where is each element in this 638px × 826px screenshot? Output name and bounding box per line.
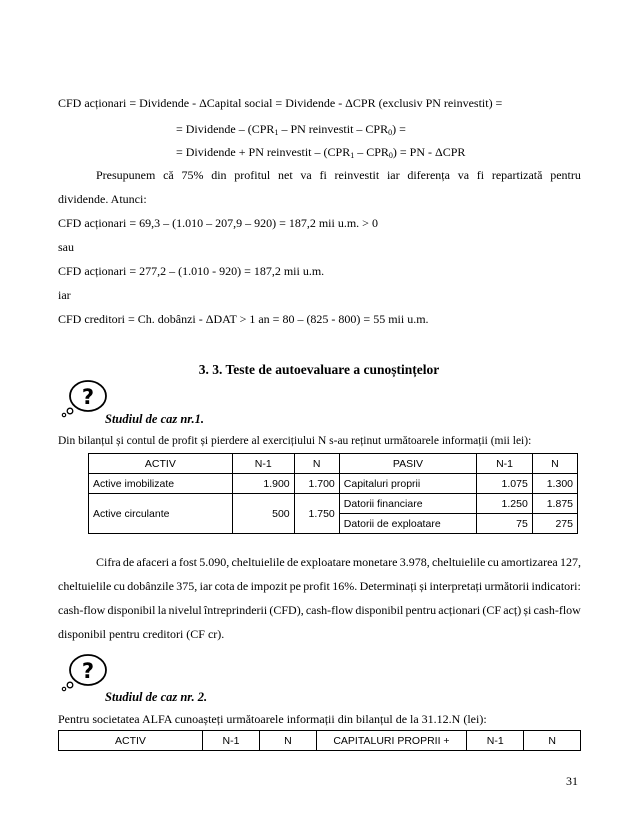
word: repartizată xyxy=(491,168,543,182)
word: va xyxy=(457,168,470,182)
word: cu xyxy=(113,579,125,593)
word: de xyxy=(122,555,135,569)
word: fi xyxy=(319,168,327,182)
word: 3.978, xyxy=(399,555,430,569)
word: va xyxy=(300,168,312,182)
word: cheltuielile xyxy=(431,555,486,569)
calc-line-4: iar xyxy=(58,288,71,302)
case-2-intro: Pentru societatea ALFA cunoașteți următoarele informații din bilanțul de la 31.12.N (lei): xyxy=(58,712,487,726)
col-header-n1: N-1 xyxy=(467,731,524,751)
word: dobânzile xyxy=(127,579,174,593)
col-header-n1: N-1 xyxy=(202,731,259,751)
word: cheltuielile xyxy=(58,579,112,593)
word: următorii xyxy=(484,579,530,593)
word: disponibil xyxy=(355,603,404,617)
word: exploatare xyxy=(300,555,351,569)
case-1-intro: Din bilanțul și contul de profit și pierdere al exercițiului N s-au reținut următoarele informații (mii lei): xyxy=(58,435,532,447)
col-header-n: N xyxy=(524,731,581,751)
word: acț) xyxy=(503,603,522,617)
table-cell: 75 xyxy=(477,514,533,534)
col-header-pasiv: PASIV xyxy=(339,454,476,474)
word: din xyxy=(211,168,227,182)
word: că xyxy=(163,168,174,182)
formula-line-3: = Dividende + PN reinvestit – $(CPR_1 - CPR_0)$ = PN - ΔCPR xyxy=(176,145,466,160)
table-cell: 1.700 xyxy=(294,474,339,494)
col-header-activ: ACTIV xyxy=(59,731,203,751)
word: amortizarea xyxy=(501,555,558,569)
case-1-text-line-1 xyxy=(96,555,581,570)
word: Presupunem xyxy=(96,168,156,182)
word: fi xyxy=(476,168,485,182)
paragraph-1-line-1 xyxy=(96,168,581,183)
case-1-text-line-3 xyxy=(58,603,581,618)
col-header-n: N xyxy=(260,731,317,751)
table-cell: 1.750 xyxy=(294,494,339,534)
calc-line-2: sau xyxy=(58,240,74,254)
word: a xyxy=(171,555,177,569)
word: diferența xyxy=(407,168,450,182)
col-header-n1: N-1 xyxy=(477,454,533,474)
word: afaceri xyxy=(136,555,170,569)
question-bubble-icon xyxy=(58,652,108,692)
word: cheltuielile xyxy=(231,555,285,569)
word: iar xyxy=(386,168,400,182)
word: disponibil xyxy=(107,603,156,617)
word: pentru xyxy=(405,603,437,617)
table-cell: 1.900 xyxy=(232,474,294,494)
word: 127, xyxy=(559,555,581,569)
word: 5.090, xyxy=(199,555,230,569)
table-cell: 275 xyxy=(532,514,577,534)
table-cell: 1.300 xyxy=(532,474,577,494)
formula-line-1: CFD acționari = Dividende - ΔCapital social = Dividende - ΔCPR (exclusiv PN reinvestit) = xyxy=(58,96,503,110)
word: pe xyxy=(289,579,301,593)
col-header-n: N xyxy=(294,454,339,474)
word: Determinați xyxy=(359,579,417,593)
page-number: 31 xyxy=(566,774,578,788)
word: cash-flow xyxy=(305,603,354,617)
col-header-activ: ACTIV xyxy=(89,454,233,474)
table-cell: Active circulante xyxy=(89,494,233,534)
word: întreprinderii xyxy=(203,603,268,617)
word: cu xyxy=(487,555,499,569)
table-cell: 500 xyxy=(232,494,294,534)
col-header-n: N xyxy=(532,454,577,474)
word: și xyxy=(419,579,428,593)
word: (CF xyxy=(482,603,502,617)
question-bubble-icon xyxy=(58,378,108,418)
word: la xyxy=(157,603,167,617)
word: fost xyxy=(178,555,197,569)
word: iar xyxy=(199,579,213,593)
word: cota xyxy=(214,579,235,593)
word: acționari xyxy=(438,603,481,617)
table-cell: Datorii financiare xyxy=(339,494,476,514)
word: (CFD), xyxy=(269,603,304,617)
word: profitul xyxy=(234,168,271,182)
calc-line-3: CFD acționari = 277,2 – (1.010 - 920) = 187,2 mii u.m. xyxy=(58,264,325,278)
table-cell: Active imobilizate xyxy=(89,474,233,494)
word: de xyxy=(236,579,249,593)
word: impozit xyxy=(250,579,288,593)
svg-text:?: ? xyxy=(81,659,95,683)
word: pentru xyxy=(550,168,581,182)
table-cell: Datorii de exploatare xyxy=(339,514,476,534)
svg-text:?: ? xyxy=(81,385,95,409)
calc-line-5: CFD creditori = Ch. dobânzi - ΔDAT > 1 an = 80 – (825 - 800) = 55 mii u.m. xyxy=(58,312,429,326)
calc-line-1: CFD acționari = 69,3 – (1.010 – 207,9 – 920) = 187,2 mii u.m. > 0 xyxy=(58,216,378,230)
table-cell: 1.075 xyxy=(477,474,533,494)
word: de xyxy=(287,555,299,569)
table-cell: Capitaluri proprii xyxy=(339,474,476,494)
word: Cifra xyxy=(96,555,121,569)
word: și xyxy=(523,603,532,617)
word: reinvestit xyxy=(334,168,380,182)
case-2-table xyxy=(58,730,581,751)
word: monetare xyxy=(352,555,398,569)
word: indicatori: xyxy=(531,579,581,593)
section-heading: 3. 3. Teste de autoevaluare a cunoștințelor xyxy=(198,362,440,377)
case-1-text-line-4: disponibil pentru creditori (CF cr). xyxy=(58,627,225,641)
word: net xyxy=(278,168,293,182)
table-cell: 1.875 xyxy=(532,494,577,514)
paragraph-1-line-2: dividende. Atunci: xyxy=(58,192,147,206)
col-header-capitaluri: CAPITALURI PROPRII + xyxy=(316,731,466,751)
table-row xyxy=(89,474,578,494)
word: interpretați xyxy=(429,579,483,593)
formula-line-2: = Dividende – ($CPR_1$ – PN reinvestit – $CPR_0$) = xyxy=(176,122,406,137)
case-1-text-line-2 xyxy=(58,579,581,594)
word: profit xyxy=(303,579,330,593)
case-2-title: Studiul de caz nr. 2. xyxy=(105,690,208,704)
case-1-table xyxy=(88,453,578,534)
table-cell: 1.250 xyxy=(477,494,533,514)
word: nivelul xyxy=(168,603,202,617)
word: 375, xyxy=(176,579,198,593)
col-header-n1: N-1 xyxy=(232,454,294,474)
word: cash-flow xyxy=(58,603,106,617)
word: 75% xyxy=(181,168,204,182)
word: cash-flow xyxy=(533,603,581,617)
table-row xyxy=(89,494,578,514)
word: 16%. xyxy=(332,579,358,593)
case-1-title: Studiul de caz nr.1. xyxy=(105,412,204,426)
